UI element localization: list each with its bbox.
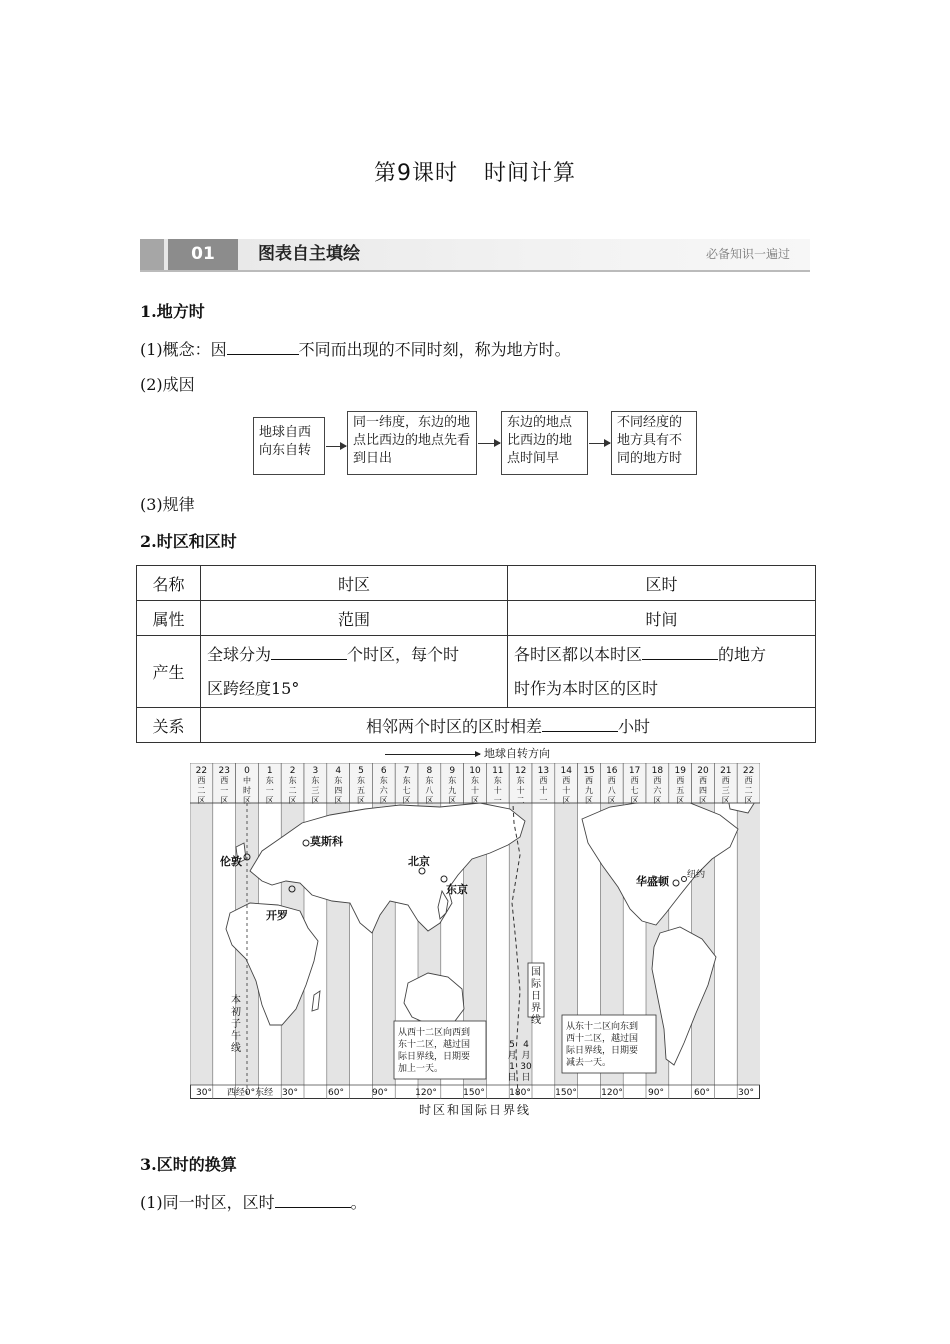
zone-header-text: 9 xyxy=(449,766,456,776)
note-right-line: 西十二区，越过国 xyxy=(566,1034,639,1044)
zone-header-text: 二 xyxy=(288,786,297,795)
longitude-label: 150° xyxy=(463,1088,485,1098)
zone-header-text: 六 xyxy=(653,786,662,795)
map-caption: 时区和国际日界线 xyxy=(418,1103,531,1117)
note-right-line: 际日界线，日期要 xyxy=(566,1046,639,1056)
rule-label: (3)规律 xyxy=(140,495,195,514)
city-label-newyork: 纽约 xyxy=(687,870,706,880)
flow-box-4: 不同经度的地方具有不同的地方时 xyxy=(611,411,697,475)
longitude-label: 30° xyxy=(196,1088,212,1098)
concept-before: (1)概念：因 xyxy=(140,340,227,359)
date-line-label xyxy=(531,966,542,1026)
zone-header-text: 3 xyxy=(312,766,319,776)
longitude-label: 150° xyxy=(555,1088,577,1098)
zone-header-text: 14 xyxy=(560,766,572,776)
page-title xyxy=(0,156,950,187)
heading-conversion: 3.区时的换算 xyxy=(140,1155,237,1174)
zone-header-text: 三 xyxy=(311,786,320,795)
zone-header-text: 17 xyxy=(628,766,641,776)
date-left-char: 月 xyxy=(507,1051,517,1061)
date-right-char: 30 xyxy=(520,1062,532,1072)
flow-box-3: 东边的地点比西边的地点时间早 xyxy=(501,411,588,475)
zone-header-text: 区 xyxy=(653,796,662,805)
longitude-label: 90° xyxy=(648,1088,664,1098)
zone-header-text: 区 xyxy=(197,796,206,805)
title-lesson: 第9课时 xyxy=(373,161,458,186)
zone-header-text: 西 xyxy=(676,776,685,785)
table-cell: 区时 xyxy=(508,566,816,601)
date-left-char: 1 xyxy=(509,1062,515,1072)
zone-header-text: 西 xyxy=(744,776,753,785)
table-cell: 产生 xyxy=(137,636,201,708)
prime-meridian-char: 线 xyxy=(231,1043,241,1054)
table-row xyxy=(137,636,816,708)
date-right-char: 月 xyxy=(521,1051,531,1061)
flow-arrow-2 xyxy=(478,443,500,444)
cell-text: 时作为本时区的区时 xyxy=(514,678,659,698)
zone-header-text: 七 xyxy=(630,786,639,795)
city-label-washington: 华盛顿 xyxy=(636,875,669,888)
city-label-beijing: 北京 xyxy=(408,855,430,868)
date-line-char: 国 xyxy=(531,967,541,978)
prime-meridian-char: 子 xyxy=(231,1019,241,1030)
zone-header-text: 四 xyxy=(334,786,343,795)
zone-header-text: 区 xyxy=(630,796,639,805)
zone-header-text: 四 xyxy=(699,786,707,795)
zone-header-text: 西 xyxy=(220,776,229,785)
answer-blank[interactable] xyxy=(542,715,618,732)
zone-header-text: 东 xyxy=(357,776,365,785)
rotation-direction xyxy=(385,745,550,761)
zone-header-text: 22 xyxy=(195,766,208,776)
zone-header-text: 十 xyxy=(539,786,548,795)
date-line-char: 界 xyxy=(531,1003,541,1014)
cell-text: 个时区，每个时 xyxy=(347,644,460,664)
zone-header-text: 时 xyxy=(243,786,251,795)
cell-text: 相邻两个时区的区时相差 xyxy=(365,716,542,736)
rotation-direction-label: 地球自转方向 xyxy=(484,747,550,760)
zone-header-text: 十 xyxy=(516,786,525,795)
zone-header-text: 区 xyxy=(311,796,320,805)
zone-header-text: 六 xyxy=(379,786,388,795)
zone-stripe xyxy=(532,803,555,1085)
zone-header-text: 东 xyxy=(311,776,320,785)
table-cell: 名称 xyxy=(137,566,201,601)
table-row xyxy=(137,566,816,601)
zone-header-text: 九 xyxy=(585,786,593,795)
cell-text: 各时区都以本时区 xyxy=(514,644,643,664)
cell-text: 小时 xyxy=(618,716,651,736)
banner-subtitle: 必备知识一遍过 xyxy=(705,247,790,261)
zone-header-text: 九 xyxy=(448,786,457,795)
longitude-label: 30° xyxy=(282,1088,298,1098)
conversion-line-1 xyxy=(140,1191,367,1214)
longitude-label: 60° xyxy=(694,1088,710,1098)
zone-header-text: 区 xyxy=(562,796,571,805)
longitude-label: 90° xyxy=(372,1088,388,1098)
zone-header-text: 区 xyxy=(379,796,388,805)
time-zone-table xyxy=(136,565,816,743)
zone-header-text: 十 xyxy=(562,786,571,795)
zone-header-text: 东 xyxy=(425,776,434,785)
zone-header-text: 21 xyxy=(720,766,732,776)
table-cell xyxy=(508,636,816,708)
zone-header-text: 区 xyxy=(220,796,229,805)
zone-header-text: 西 xyxy=(653,776,662,785)
zone-header-text: 五 xyxy=(357,786,365,795)
concept-line xyxy=(140,338,571,361)
zone-header-text: 东 xyxy=(493,776,502,785)
answer-blank[interactable] xyxy=(271,643,347,660)
city-label-cairo: 开罗 xyxy=(266,909,288,922)
note-left-line: 东十二区，越过国 xyxy=(398,1040,471,1050)
table-row xyxy=(137,708,816,743)
zone-header-text: 区 xyxy=(448,796,457,805)
zone-header-text: 6 xyxy=(380,766,387,776)
zone-header-text: 十 xyxy=(493,786,502,795)
prime-meridian-char: 本 xyxy=(231,995,241,1006)
prime-meridian-char: 午 xyxy=(231,1031,241,1042)
city-label-tokyo: 东京 xyxy=(446,883,468,896)
heading-local-time: 1.地方时 xyxy=(140,302,205,321)
zone-header-text: 五 xyxy=(676,786,685,795)
table-cell xyxy=(201,636,508,708)
cell-text: 的地方 xyxy=(718,644,767,664)
zone-header-text: 16 xyxy=(606,766,618,776)
zone-header-text: 八 xyxy=(425,786,434,795)
zone-header-text: 七 xyxy=(402,786,411,795)
zone-header-text: 东 xyxy=(334,776,343,785)
zone-header-text: 区 xyxy=(699,796,707,805)
flow-box-1: 地球自西向东自转 xyxy=(253,417,325,475)
zone-header-text: 1 xyxy=(266,766,273,776)
city-label-moscow: 莫斯科 xyxy=(310,835,343,848)
zone-header-text: 19 xyxy=(674,766,686,776)
zone-stripe xyxy=(190,803,213,1085)
table-cell: 关系 xyxy=(137,708,201,743)
zone-header-text: 西 xyxy=(721,776,730,785)
zone-header-text: 2 xyxy=(289,766,296,776)
note-left-line: 从西十二区向西到 xyxy=(398,1028,471,1038)
zone-header-text: 11 xyxy=(492,766,504,776)
prime-meridian-char: 初 xyxy=(231,1007,241,1018)
zone-header-text: 西 xyxy=(585,776,593,785)
zone-header-text: 4 xyxy=(335,766,342,776)
conversion-after: 。 xyxy=(350,1193,367,1212)
city-label-london: 伦敦 xyxy=(220,855,242,868)
zone-header-text: 东 xyxy=(516,776,525,785)
zone-header-text: 10 xyxy=(469,766,481,776)
section-banner xyxy=(140,239,810,272)
answer-blank[interactable] xyxy=(642,643,718,660)
zone-header-text: 区 xyxy=(425,796,434,805)
answer-blank[interactable] xyxy=(275,1191,351,1208)
table-cell xyxy=(201,708,816,743)
conversion-before: (1)同一时区，区时 xyxy=(140,1193,275,1212)
zone-header-text: 西 xyxy=(562,776,571,785)
zone-header-text: 5 xyxy=(358,766,364,776)
longitude-label: 120° xyxy=(415,1088,437,1098)
zone-header-text: 区 xyxy=(357,796,365,805)
date-line-char: 日 xyxy=(531,991,541,1002)
date-line-char: 际 xyxy=(531,979,541,990)
note-left-line: 际日界线，日期要 xyxy=(398,1052,471,1062)
zone-header-text: 二 xyxy=(516,796,525,805)
zone-header-text: 7 xyxy=(403,766,410,776)
zone-header-text: 区 xyxy=(721,796,730,805)
zone-header-text: 区 xyxy=(676,796,685,805)
table-cell: 时区 xyxy=(201,566,508,601)
zone-header-text: 西 xyxy=(197,776,206,785)
zone-header-text: 区 xyxy=(471,796,479,805)
cause-label: (2)成因 xyxy=(140,375,195,394)
table-cell: 范围 xyxy=(201,601,508,636)
zone-header-text: 东 xyxy=(265,776,274,785)
longitude-label: 西经0°东经 xyxy=(226,1088,274,1098)
zone-header-text: 区 xyxy=(243,796,251,805)
date-right-char: 日 xyxy=(521,1073,531,1083)
note-right-line: 从东十二区向东到 xyxy=(566,1022,639,1032)
table-cell: 时间 xyxy=(508,601,816,636)
note-left-line: 加上一天。 xyxy=(398,1064,444,1074)
table-cell: 属性 xyxy=(137,601,201,636)
zone-header-text: 八 xyxy=(607,786,616,795)
zone-header-text: 二 xyxy=(744,786,753,795)
zone-header-text: 23 xyxy=(218,766,230,776)
date-left-char: 日 xyxy=(507,1073,517,1083)
heading-time-zone: 2.时区和区时 xyxy=(140,532,237,551)
zone-header-text: 区 xyxy=(334,796,343,805)
banner-number: 01 xyxy=(168,239,238,270)
zone-header-text: 西 xyxy=(539,776,548,785)
zone-header-text: 区 xyxy=(402,796,411,805)
longitude-label: 180° xyxy=(509,1088,531,1098)
zone-header-text: 0 xyxy=(244,766,250,776)
arrow-right-icon xyxy=(385,754,480,755)
zone-header-text: 区 xyxy=(744,796,753,805)
zone-header-text: 8 xyxy=(426,766,433,776)
zone-header-text: 一 xyxy=(493,796,502,805)
cell-text: 区跨经度15° xyxy=(207,678,300,698)
zone-header-text: 西 xyxy=(607,776,616,785)
zone-header-text: 东 xyxy=(288,776,297,785)
zone-header-text: 东 xyxy=(471,776,479,785)
longitude-label: 120° xyxy=(601,1088,623,1098)
zone-header-text: 22 xyxy=(742,766,755,776)
zone-header-text: 中 xyxy=(243,776,251,785)
prime-meridian-label xyxy=(231,993,241,1054)
zone-header-text: 13 xyxy=(537,766,550,776)
flow-box-2: 同一纬度，东边的地点比西边的地点先看到日出 xyxy=(347,411,477,475)
zone-header-text: 东 xyxy=(448,776,457,785)
answer-blank[interactable] xyxy=(227,338,299,355)
table-row xyxy=(137,601,816,636)
date-left-char: 5 xyxy=(509,1040,515,1050)
zone-header-text: 十 xyxy=(471,786,479,795)
zone-header-text: 一 xyxy=(539,796,548,805)
longitude-label: 30° xyxy=(738,1088,754,1098)
date-right-char: 4 xyxy=(523,1040,529,1050)
zone-header-text: 20 xyxy=(697,766,709,776)
zone-header-text: 三 xyxy=(721,786,730,795)
zone-header-text: 东 xyxy=(402,776,411,785)
banner-title: 图表自主填绘 xyxy=(258,244,360,264)
concept-after: 不同而出现的不同时刻，称为地方时。 xyxy=(298,340,571,359)
zone-header-text: 18 xyxy=(651,766,664,776)
date-line-char: 线 xyxy=(531,1015,541,1026)
zone-header-text: 12 xyxy=(514,766,527,776)
flow-arrow-1 xyxy=(326,446,346,447)
zone-header-text: 区 xyxy=(288,796,297,805)
cell-text: 全球分为 xyxy=(207,644,272,664)
zone-header-text: 区 xyxy=(607,796,616,805)
note-right-line: 减去一天。 xyxy=(566,1058,612,1068)
time-zone-map xyxy=(190,763,760,1099)
zone-header-text: 一 xyxy=(220,786,229,795)
zone-stripe xyxy=(737,803,760,1085)
zone-header-text: 西 xyxy=(630,776,639,785)
zone-header-text: 15 xyxy=(583,766,595,776)
time-zone-map-svg xyxy=(190,763,760,1099)
longitude-label: 60° xyxy=(328,1088,344,1098)
flow-arrow-3 xyxy=(589,443,610,444)
zone-header-text: 区 xyxy=(585,796,593,805)
zone-header-text: 一 xyxy=(265,786,274,795)
zone-header-text: 区 xyxy=(265,796,274,805)
title-topic: 时间计算 xyxy=(483,161,576,186)
zone-header-text: 东 xyxy=(379,776,388,785)
zone-header-text: 二 xyxy=(197,786,206,795)
zone-header-text: 西 xyxy=(699,776,707,785)
